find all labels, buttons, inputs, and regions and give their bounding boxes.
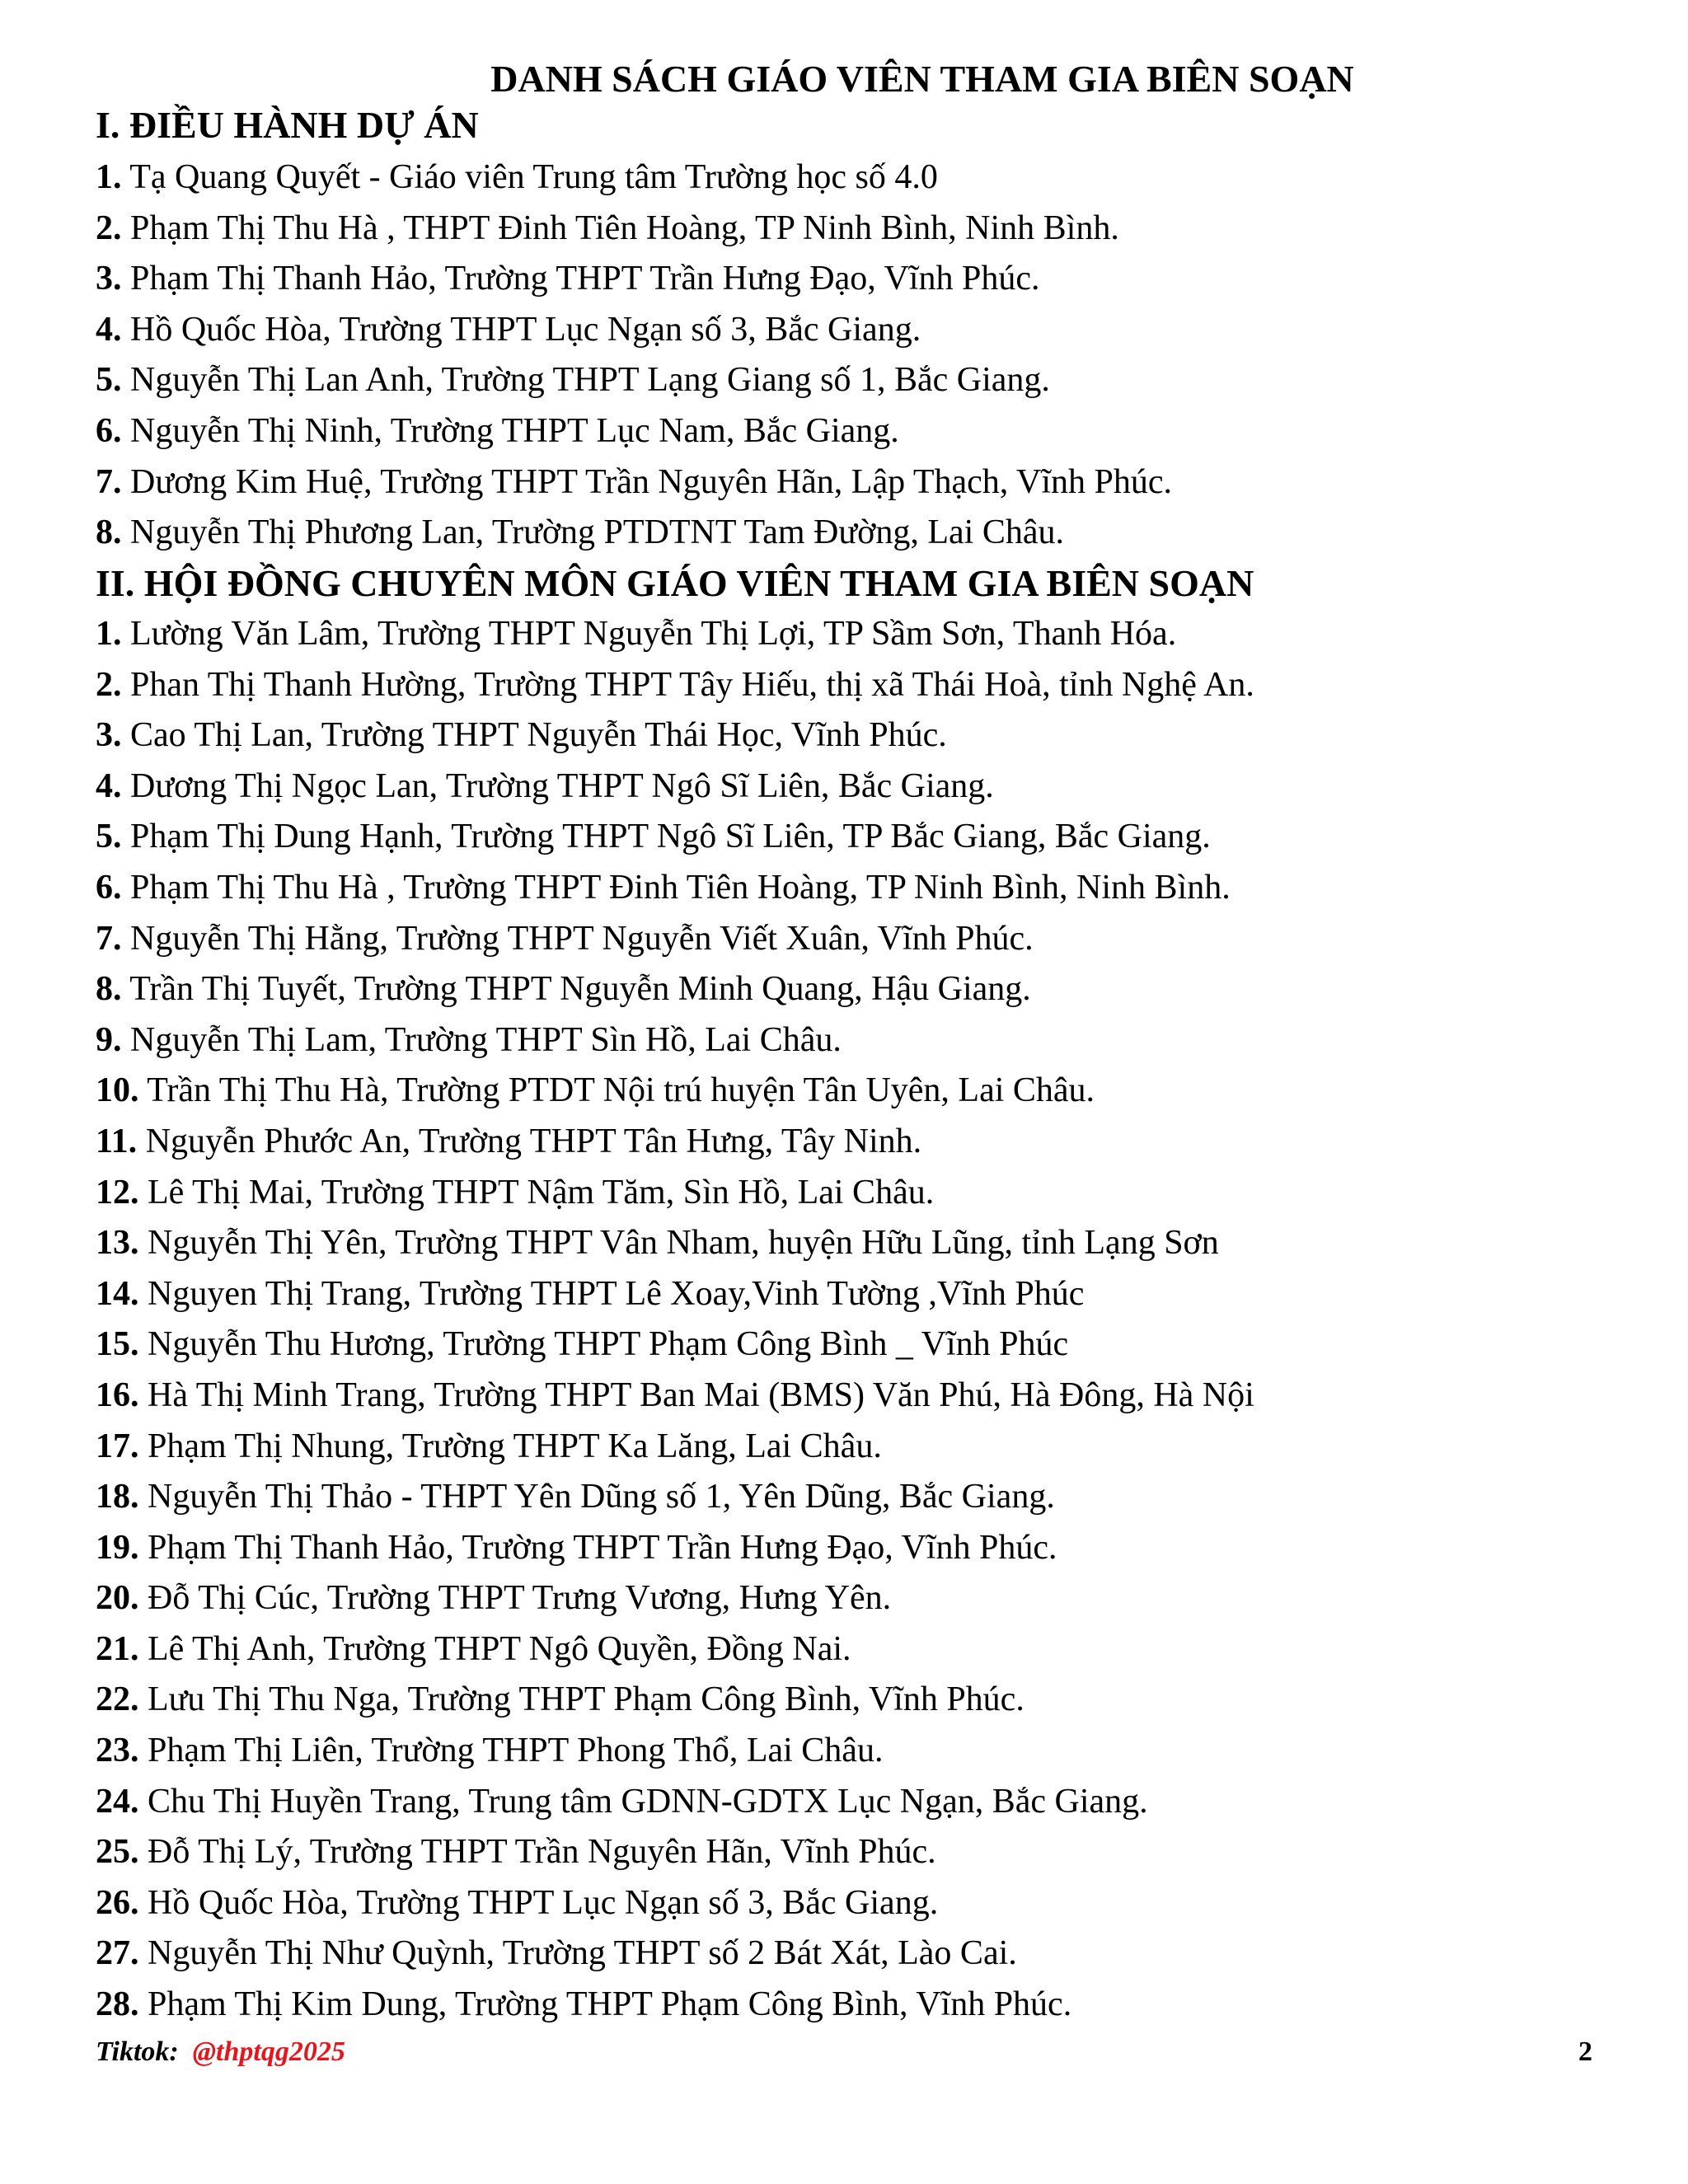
item-text: Nguyễn Phước An, Trường THPT Tân Hưng, Tây Ninh. — [145, 1122, 922, 1160]
list-item — [96, 1269, 1254, 1320]
item-text: Đỗ Thị Cúc, Trường THPT Trưng Vương, Hưng Yên. — [148, 1579, 892, 1618]
item-number: 12. — [96, 1173, 139, 1212]
item-text: Lường Văn Lâm, Trường THPT Nguyễn Thị Lợi, TP Sầm Sơn, Thanh Hóa. — [130, 615, 1177, 653]
list-item — [96, 1726, 1254, 1777]
item-number: 1. — [96, 615, 122, 653]
item-number: 4. — [96, 310, 122, 349]
item-number: 6. — [96, 411, 122, 450]
list-item — [96, 1168, 1254, 1219]
item-number: 4. — [96, 766, 122, 805]
item-text: Nguyễn Thị Như Quỳnh, Trường THPT số 2 Bát Xát, Lào Cai. — [148, 1934, 1017, 1973]
list-item — [96, 863, 1254, 914]
item-text: Phạm Thị Nhung, Trường THPT Ka Lăng, Lai Châu. — [148, 1427, 882, 1465]
item-number: 24. — [96, 1782, 139, 1821]
list-item — [96, 1066, 1254, 1117]
item-text: Phạm Thị Thu Hà , Trường THPT Đinh Tiên Hoàng, TP Ninh Bình, Ninh Bình. — [130, 868, 1231, 907]
item-number: 7. — [96, 462, 122, 501]
footer-tiktok — [96, 2034, 345, 2070]
list-item — [96, 660, 1254, 711]
list-item — [96, 406, 1172, 457]
item-text: Phan Thị Thanh Hường, Trường THPT Tây Hiếu, thị xã Thái Hoà, tỉnh Nghệ An. — [130, 665, 1254, 704]
section-list-project-management — [96, 152, 1172, 559]
page-title: DANH SÁCH GIÁO VIÊN THAM GIA BIÊN SOẠN — [490, 58, 1354, 100]
list-item — [96, 812, 1254, 863]
list-item — [96, 508, 1172, 559]
list-item — [96, 1777, 1254, 1828]
item-number: 23. — [96, 1732, 139, 1770]
section-list-expert-council — [96, 609, 1254, 2031]
item-number: 18. — [96, 1478, 139, 1516]
item-number: 6. — [96, 868, 122, 907]
item-number: 5. — [96, 818, 122, 856]
item-text: Nguyen Thị Trang, Trường THPT Lê Xoay,Vinh Tường ,Vĩnh Phúc — [148, 1274, 1085, 1313]
item-text: Nguyễn Thị Ninh, Trường THPT Lục Nam, Bắc Giang. — [130, 411, 899, 450]
item-number: 2. — [96, 665, 122, 704]
item-text: Nguyễn Thị Thảo - THPT Yên Dũng số 1, Yên Dũng, Bắc Giang. — [148, 1478, 1055, 1516]
item-text: Nguyễn Thị Lam, Trường THPT Sìn Hồ, Lai Châu. — [130, 1020, 842, 1059]
list-item — [96, 762, 1254, 813]
list-item — [96, 1675, 1254, 1726]
item-text: Trần Thị Thu Hà, Trường PTDT Nội trú huyện Tân Uyên, Lai Châu. — [147, 1071, 1095, 1110]
item-text: Lưu Thị Thu Nga, Trường THPT Phạm Công Bình, Vĩnh Phúc. — [148, 1680, 1025, 1719]
list-item — [96, 1218, 1254, 1269]
item-number: 9. — [96, 1020, 122, 1059]
item-number: 22. — [96, 1680, 139, 1719]
item-number: 5. — [96, 361, 122, 400]
item-text: Tạ Quang Quyết - Giáo viên Trung tâm Trường học số 4.0 — [129, 158, 938, 196]
item-number: 17. — [96, 1427, 139, 1465]
list-item — [96, 1422, 1254, 1473]
list-item — [96, 152, 1172, 204]
item-number: 16. — [96, 1376, 139, 1414]
item-text: Dương Thị Ngọc Lan, Trường THPT Ngô Sĩ Liên, Bắc Giang. — [130, 766, 994, 805]
list-item — [96, 254, 1172, 305]
item-number: 15. — [96, 1325, 139, 1364]
item-text: Hồ Quốc Hòa, Trường THPT Lục Ngạn số 3, Bắc Giang. — [148, 1883, 939, 1922]
item-text: Đỗ Thị Lý, Trường THPT Trần Nguyên Hãn, Vĩnh Phúc. — [148, 1833, 936, 1872]
item-number: 27. — [96, 1934, 139, 1973]
list-item — [96, 1929, 1254, 1980]
item-number: 8. — [96, 970, 122, 1009]
list-item — [96, 1472, 1254, 1523]
list-item — [96, 457, 1172, 509]
item-text: Phạm Thị Kim Dung, Trường THPT Phạm Công Bình, Vĩnh Phúc. — [148, 1985, 1072, 2024]
list-item — [96, 1117, 1254, 1168]
list-item — [96, 1015, 1254, 1066]
list-item — [96, 1878, 1254, 1929]
item-text: Hồ Quốc Hòa, Trường THPT Lục Ngạn số 3, Bắc Giang. — [130, 310, 921, 349]
list-item — [96, 1827, 1254, 1878]
item-number: 3. — [96, 716, 122, 755]
item-number: 19. — [96, 1528, 139, 1567]
item-number: 28. — [96, 1985, 139, 2024]
item-text: Phạm Thị Thu Hà , THPT Đinh Tiên Hoàng, TP Ninh Bình, Ninh Bình. — [130, 209, 1119, 247]
list-item — [96, 355, 1172, 406]
item-text: Phạm Thị Thanh Hảo, Trường THPT Trần Hưng Đạo, Vĩnh Phúc. — [130, 260, 1040, 298]
item-text: Nguyễn Thị Phương Lan, Trường PTDTNT Tam Đường, Lai Châu. — [130, 513, 1064, 552]
item-number: 10. — [96, 1071, 139, 1110]
item-text: Nguyễn Thị Lan Anh, Trường THPT Lạng Giang số 1, Bắc Giang. — [130, 361, 1050, 400]
item-text: Trần Thị Tuyết, Trường THPT Nguyễn Minh Quang, Hậu Giang. — [129, 970, 1031, 1009]
tiktok-handle-link[interactable]: @thptqg2025 — [192, 2036, 345, 2067]
item-text: Phạm Thị Liên, Trường THPT Phong Thổ, Lai Châu. — [148, 1732, 884, 1770]
item-number: 11. — [96, 1122, 138, 1160]
item-text: Hà Thị Minh Trang, Trường THPT Ban Mai (BMS) Văn Phú, Hà Đông, Hà Nội — [148, 1376, 1254, 1414]
list-item — [96, 1573, 1254, 1624]
list-item — [96, 1624, 1254, 1675]
item-text: Cao Thị Lan, Trường THPT Nguyễn Thái Học, Vĩnh Phúc. — [130, 716, 947, 755]
item-number: 8. — [96, 513, 122, 552]
list-item — [96, 964, 1254, 1015]
section-heading-project-management: I. ĐIỀU HÀNH DỰ ÁN — [96, 104, 479, 146]
item-text: Phạm Thị Dung Hạnh, Trường THPT Ngô Sĩ Liên, TP Bắc Giang, Bắc Giang. — [130, 818, 1211, 856]
item-number: 14. — [96, 1274, 139, 1313]
item-number: 1. — [96, 158, 122, 196]
item-text: Chu Thị Huyền Trang, Trung tâm GDNN-GDTX Lục Ngạn, Bắc Giang. — [148, 1782, 1148, 1821]
section-heading-expert-council: II. HỘI ĐỒNG CHUYÊN MÔN GIÁO VIÊN THAM GIA BIÊN SOẠN — [96, 562, 1254, 604]
item-text: Nguyễn Thị Yên, Trường THPT Vân Nham, huyện Hữu Lũng, tỉnh Lạng Sơn — [148, 1224, 1219, 1263]
item-number: 20. — [96, 1579, 139, 1618]
item-number: 2. — [96, 209, 122, 247]
list-item — [96, 305, 1172, 356]
item-text: Nguyễn Thị Hằng, Trường THPT Nguyễn Viết Xuân, Vĩnh Phúc. — [130, 919, 1034, 958]
item-text: Dương Kim Huệ, Trường THPT Trần Nguyên Hãn, Lập Thạch, Vĩnh Phúc. — [130, 462, 1173, 501]
list-item — [96, 1980, 1254, 2031]
list-item — [96, 710, 1254, 762]
item-number: 13. — [96, 1224, 139, 1263]
item-text: Phạm Thị Thanh Hảo, Trường THPT Trần Hưng Đạo, Vĩnh Phúc. — [148, 1528, 1057, 1567]
item-number: 26. — [96, 1883, 139, 1922]
list-item — [96, 914, 1254, 965]
list-item — [96, 1319, 1254, 1371]
item-text: Lê Thị Mai, Trường THPT Nậm Tăm, Sìn Hồ, Lai Châu. — [148, 1173, 935, 1212]
list-item — [96, 204, 1172, 255]
footer-label: Tiktok: — [96, 2036, 179, 2067]
list-item — [96, 609, 1254, 660]
item-text: Lê Thị Anh, Trường THPT Ngô Quyền, Đồng Nai. — [148, 1629, 851, 1668]
item-number: 3. — [96, 260, 122, 298]
item-number: 25. — [96, 1833, 139, 1872]
page-number: 2 — [1578, 2036, 1592, 2067]
list-item — [96, 1371, 1254, 1422]
item-number: 7. — [96, 919, 122, 958]
item-number: 21. — [96, 1629, 139, 1668]
item-text: Nguyễn Thu Hương, Trường THPT Phạm Công Bình _ Vĩnh Phúc — [148, 1325, 1069, 1364]
list-item — [96, 1523, 1254, 1574]
